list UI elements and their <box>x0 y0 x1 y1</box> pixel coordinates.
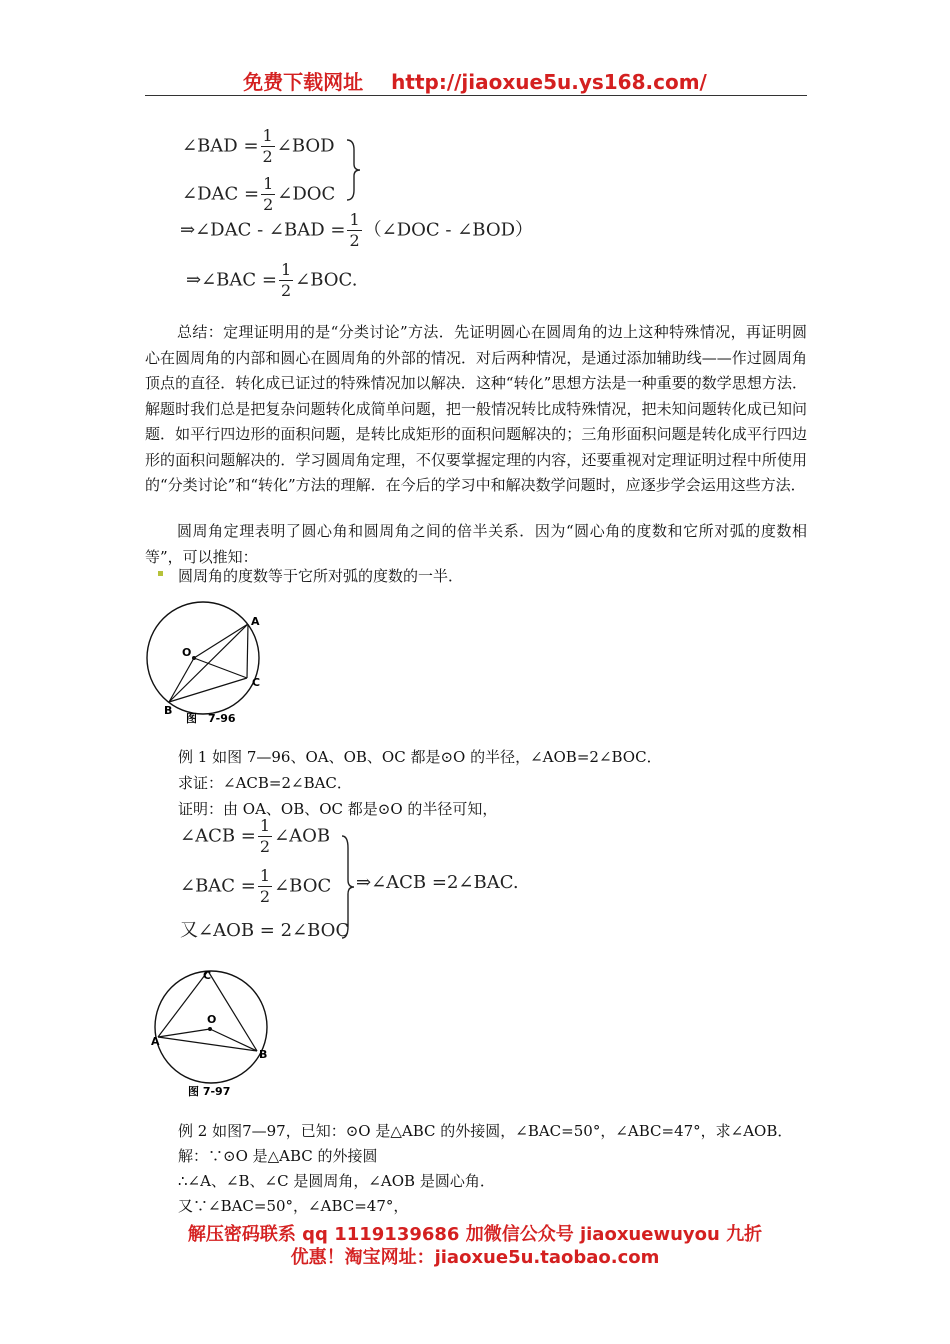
label-a: A <box>151 1035 160 1048</box>
figure-caption: 图 7-97 <box>188 1085 231 1098</box>
label-o: O <box>207 1013 217 1026</box>
figure-7-96 <box>140 598 270 728</box>
fraction-half: $\frac{1}{2}$ <box>262 126 273 166</box>
label-a: A <box>251 615 260 628</box>
header-rule <box>145 95 807 96</box>
example1-prove: 求证：∠ACB=2∠BAC． <box>178 774 352 792</box>
page-header <box>145 66 805 96</box>
footer-line1: 解压密码联系 qq 1119139686 加微信公众号 jiaoxuewuyou 九折 <box>187 1224 763 1245</box>
footer-line2: 优惠！淘宝网址：jiaoxue5u.taobao.com <box>290 1247 660 1268</box>
example2-solution-line2: ∴∠A、∠B、∠C 是圆周角，∠AOB 是圆心角． <box>178 1172 495 1190</box>
label-b: B <box>259 1048 268 1061</box>
fraction-half: $\frac{1}{2}$ <box>263 174 274 214</box>
example2-solution-line3: 又∵∠BAC=50°，∠ABC=47°， <box>178 1197 409 1215</box>
header-url[interactable]: http://jiaoxue5u.ys168.com/ <box>391 70 707 94</box>
bullet-marker <box>158 571 163 576</box>
inference-paragraph: 圆周角定理表明了圆心角和圆周角之间的倍半关系．因为“圆心角的度数和它所对弧的度数相等”，可以推知： <box>145 522 807 566</box>
fraction-half: $\frac{1}{2}$ <box>280 260 292 300</box>
right-brace-icon <box>344 138 364 202</box>
proof1-line2: ∠DAC = $\frac{1}{2}$ ∠DOC <box>182 174 336 214</box>
proof1-line3: ⇒∠DAC - ∠BAD = $\frac{1}{2}$ （∠DOC - ∠BOD） <box>180 210 534 250</box>
fraction-half: $\frac{1}{2}$ <box>259 816 271 856</box>
summary-paragraph: 总结：定理证明用的是“分类讨论”方法．先证明圆心在圆周角的边上这种特殊情况，再证明圆心在圆周角的内部和圆心在圆周角的外部的情况．对后两种情况，是通过添加辅助线——作过圆周角顶点的直径．转化成已证过的特殊情况加以解决．这种“转化”思想方法是一种重要的数学思想方法．解题时我们总是把复杂问题转化成简单问题，把一般情况转比成特殊情况，把未知问题转化成已知问题．如平行四边形的面积问题，是转比成矩形的面积问题解决的；三角形面积问题是转化成平行四边形的面积问题解决的．学习圆周角定理，不仅要掌握定理的内容，还要重视对定理证明过程中所使用的“分类讨论”和“转化”方法的理解．在今后的学习中和解决数学问题时，应逐步学会运用这些方法． <box>145 323 807 494</box>
example1-statement: 例 1 如图 7—96、OA、OB、OC 都是⊙O 的半径，∠AOB=2∠BOC． <box>178 748 662 766</box>
label-b: B <box>164 704 173 717</box>
label-o: O <box>182 646 192 659</box>
figure-7-97 <box>148 965 278 1100</box>
label-c: C <box>203 969 212 982</box>
fraction-half: $\frac{1}{2}$ <box>259 866 271 906</box>
proof1-line1: ∠BAD = $\frac{1}{2}$ ∠BOD <box>182 126 335 166</box>
fraction-half: $\frac{1}{2}$ <box>349 210 360 250</box>
label-c: C <box>252 676 261 689</box>
example2-solution-line1: 解：∵⊙O 是△ABC 的外接圆 <box>178 1147 378 1165</box>
figure-caption: 图 7-96 <box>186 712 236 725</box>
corollary-text: 圆周角的度数等于它所对弧的度数的一半． <box>178 567 464 585</box>
right-brace-icon <box>340 834 356 940</box>
example1-proof-intro: 证明：由 OA、OB、OC 都是⊙O 的半径可知， <box>178 800 498 818</box>
example1-eq3: 又∠AOB = 2∠BOC <box>180 920 350 941</box>
example1-eq1: ∠ACB = $\frac{1}{2}$ ∠AOB <box>180 816 331 856</box>
example2-statement: 例 2 如图7—97，已知：⊙O 是△ABC 的外接圆，∠BAC=50°，∠ABC=47°，求∠AOB． <box>178 1122 793 1140</box>
example1-eq2: ∠BAC = $\frac{1}{2}$ ∠BOC <box>180 866 332 906</box>
header-title: 免费下载网址 <box>243 70 364 94</box>
example1-conclusion: ⇒∠ACB =2∠BAC. <box>356 872 519 893</box>
proof1-line4: ⇒∠BAC = $\frac{1}{2}$ ∠BOC. <box>186 260 358 300</box>
